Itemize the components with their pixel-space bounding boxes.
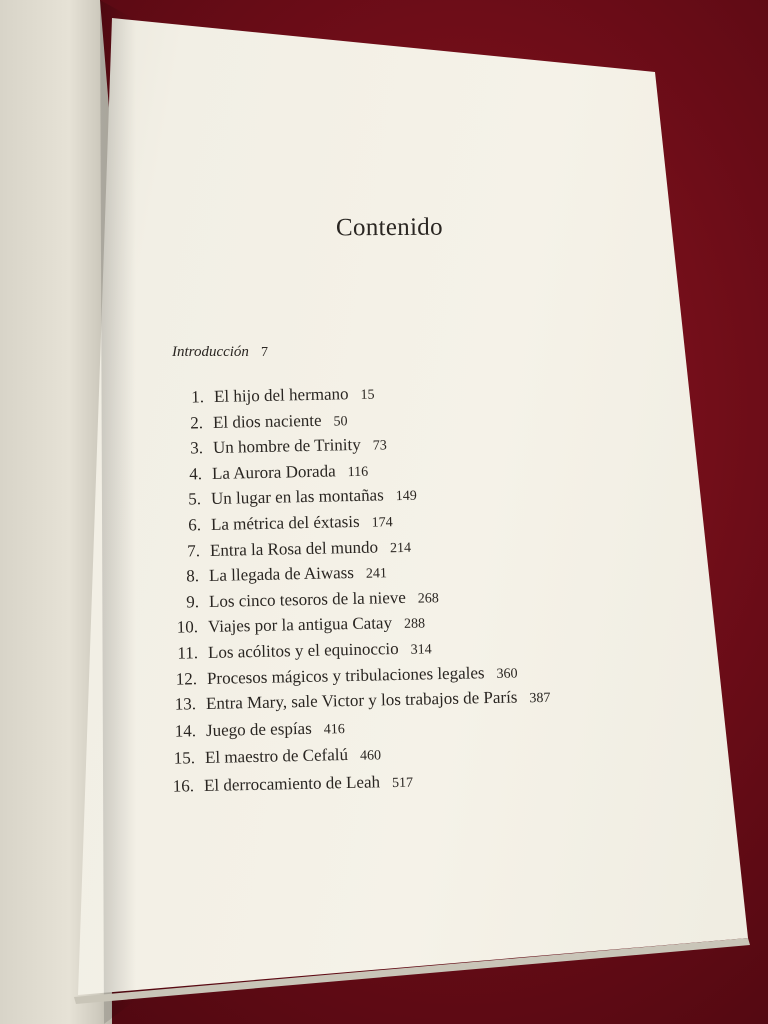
toc-entry-page: 460 [359, 748, 382, 765]
toc-entry [159, 638, 431, 664]
toc-entry-page: 116 [347, 464, 369, 480]
toc-entry-title: Entra la Rosa del mundo [209, 537, 379, 560]
toc-entry-number: 8. [186, 566, 200, 586]
toc-intro-label: Introducción [172, 344, 249, 360]
toc-entry [159, 662, 518, 690]
toc-entry-page: 15 [360, 387, 375, 403]
toc-entry [157, 745, 381, 770]
toc-entry-title: El hijo del hermano [213, 384, 349, 406]
toc-entry-number: 15. [173, 748, 196, 769]
toc-entry-title: Procesos mágicos y tribulaciones legales [206, 662, 485, 688]
toc-entry-number: 16. [172, 775, 195, 796]
toc-entry-page: 50 [333, 413, 349, 430]
toc-entry-number: 13. [174, 694, 197, 714]
toc-entry-number: 7. [187, 540, 201, 561]
toc-entry-number: 3. [189, 438, 203, 458]
toc-entry-title: Un hombre de Trinity [212, 435, 361, 458]
toc-intro [172, 344, 268, 361]
toc-entry-page: 360 [496, 666, 518, 682]
toc-entry-page: 174 [371, 515, 393, 531]
toc-entry-title: Los acólitos y el equinoccio [207, 639, 399, 662]
toc-entry [163, 485, 417, 510]
toc-entry [161, 587, 439, 613]
toc-entry-title: Viajes por la antigua Catay [207, 613, 393, 637]
toc-entry-number: 10. [176, 617, 199, 638]
toc-entry-number: 9. [185, 592, 199, 612]
toc-entry-title: Entra Mary, sale Victor y los trabajos de París [205, 687, 518, 714]
toc-entry [156, 771, 413, 796]
toc-entry-title: El maestro de Cefalú [204, 745, 349, 768]
toc-title: Contenido [335, 213, 443, 242]
toc-entry-page: 387 [529, 690, 551, 707]
toc-entry-page: 416 [323, 722, 345, 738]
toc-entry-title: El derrocamiento de Leah [204, 771, 381, 795]
toc-entry-number: 6. [187, 515, 201, 535]
toc-entry-number: 11. [176, 643, 198, 663]
toc-entry-page: 214 [389, 540, 412, 556]
toc-entry-title: La métrica del éxtasis [210, 511, 360, 534]
toc-entry [161, 562, 387, 587]
toc-entry-number: 12. [175, 668, 198, 689]
toc-entry-title: La llegada de Aiwass [209, 563, 355, 586]
toc-entry-page: 314 [410, 642, 432, 658]
toc-entry [166, 384, 375, 408]
toc-entry-number: 14. [174, 721, 196, 741]
toc-entry-title: El dios naciente [213, 410, 323, 432]
toc-entry-title: Los cinco tesoros de la nieve [208, 587, 406, 611]
toc-entry-number: 4. [189, 464, 203, 484]
toc-entry-title: Un lugar en las montañas [211, 485, 385, 509]
toc-intro-page: 7 [260, 345, 268, 360]
toc-entry-page: 268 [417, 590, 439, 607]
toc-entry [164, 461, 369, 485]
toc-entry [165, 410, 348, 434]
toc-entry [164, 435, 386, 460]
toc-entry-page: 149 [396, 489, 418, 505]
toc-entry-title: Juego de espías [205, 719, 312, 741]
toc-entry-page: 288 [403, 616, 426, 633]
toc-entry-number: 2. [190, 412, 204, 433]
toc-entry [157, 718, 344, 742]
toc-entry-number: 1. [191, 387, 205, 407]
toc-entry [160, 613, 425, 639]
toc-entry-page: 241 [366, 566, 388, 582]
toc-entry-page: 517 [392, 775, 414, 791]
toc-entry [162, 536, 411, 561]
toc-entry-number: 5. [188, 489, 202, 509]
toc-entry [163, 511, 393, 536]
toc-entry-title: La Aurora Dorada [211, 461, 336, 483]
toc-entry [158, 687, 551, 715]
toc-entry-page: 73 [372, 438, 387, 454]
